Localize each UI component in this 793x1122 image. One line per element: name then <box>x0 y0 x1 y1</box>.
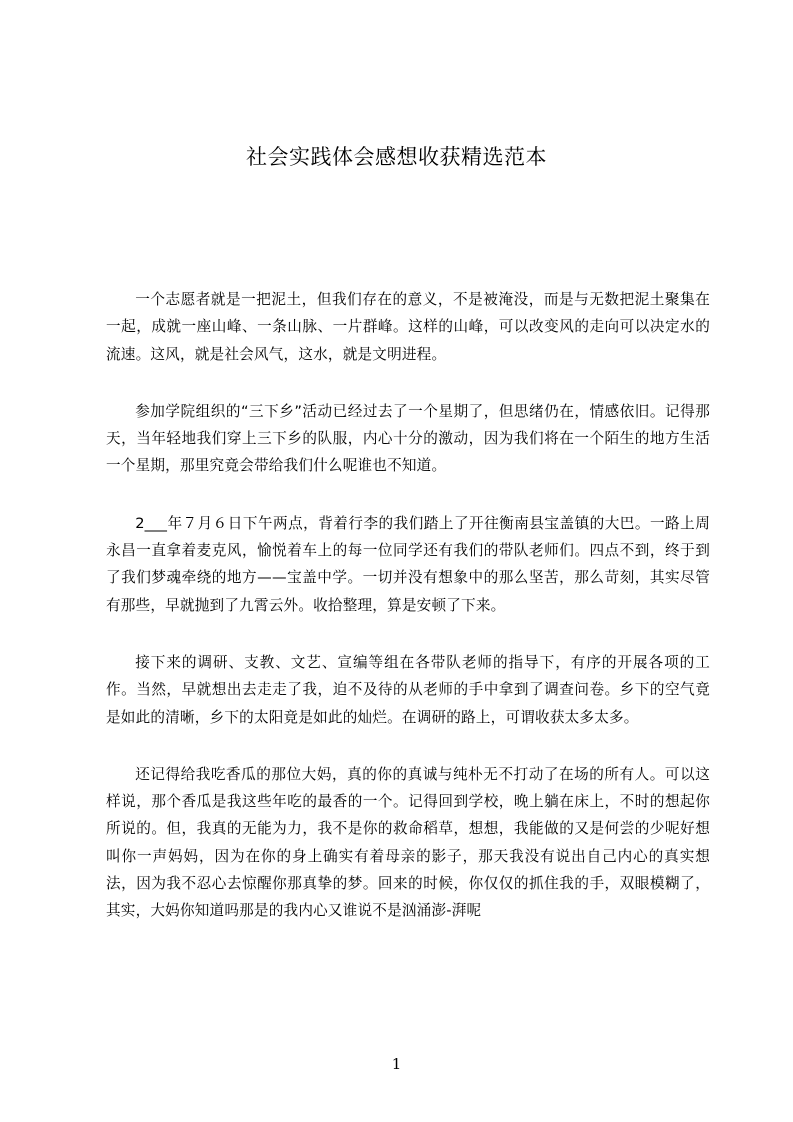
document-body <box>106 286 710 955</box>
page-title: 社会实践体会感想收获精选范本 <box>246 145 547 169</box>
paragraph-1: 一个志愿者就是一把泥土，但我们存在的意义，不是被淹没，而是与无数把泥土聚集在一起，成就一座山峰、一条山脉、一片群峰。这样的山峰，可以改变风的走向可以决定水的流速。这风，就是社会风气，这水，就是文明进程。 <box>106 291 710 363</box>
paragraph-4: 接下来的调研、支教、文艺、宣编等组在各带队老师的指导下，有序的开展各项的工作。当然，早就想出去走走了我，迫不及待的从老师的手中拿到了调查问卷。乡下的空气竟是如此的清晰，乡下的太阳竟是如此的灿烂。在调研的路上，可谓收获太多太多。 <box>106 653 710 726</box>
page-number: 1 <box>391 1055 402 1073</box>
paragraph-2: 参加学院组织的“三下乡”活动已经过去了一个星期了，但思绪仍在，情感依旧。记得那天，当年轻地我们穿上三下乡的队服，内心十分的激动，因为我们将在一个陌生的地方生活一个星期，那里究竟会带给我们什么呢谁也不知道。 <box>106 402 710 475</box>
paragraph-5: 还记得给我吃香瓜的那位大妈，真的你的真诚与纯朴无不打动了在场的所有人。可以这样说，那个香瓜是我这些年吃的最香的一个。记得回到学校，晚上躺在床上，不时的想起你所说的。但，我真的无能为力，我不是你的救命稻草，想想，我能做的又是何尝的少呢好想叫你一声妈妈，因为在你的身上确实有着母亲的影子，那天我没有说出自己内心的真实想法，因为我不忍心去惊醒你那真挚的梦。回来的时候，你仅仅的抓住我的手，双眼模糊了，其实，大妈你知道吗那是的我内心又谁说不是汹涌澎-湃呢 <box>106 765 710 920</box>
paragraph-3: 2___年７月６日下午两点，背着行李的我们踏上了开往衡南县宝盖镇的大巴。一路上周永昌一直拿着麦克风，愉悦着车上的每一位同学还有我们的带队老师们。四点不到，终于到了我们梦魂牵绕的地方——宝盖中学。一切并没有想象中的那么坚苦，那么苛刻，其实尽管有那些，早就抛到了九霄云外。收拾整理，算是安顿了下来。 <box>106 514 710 614</box>
